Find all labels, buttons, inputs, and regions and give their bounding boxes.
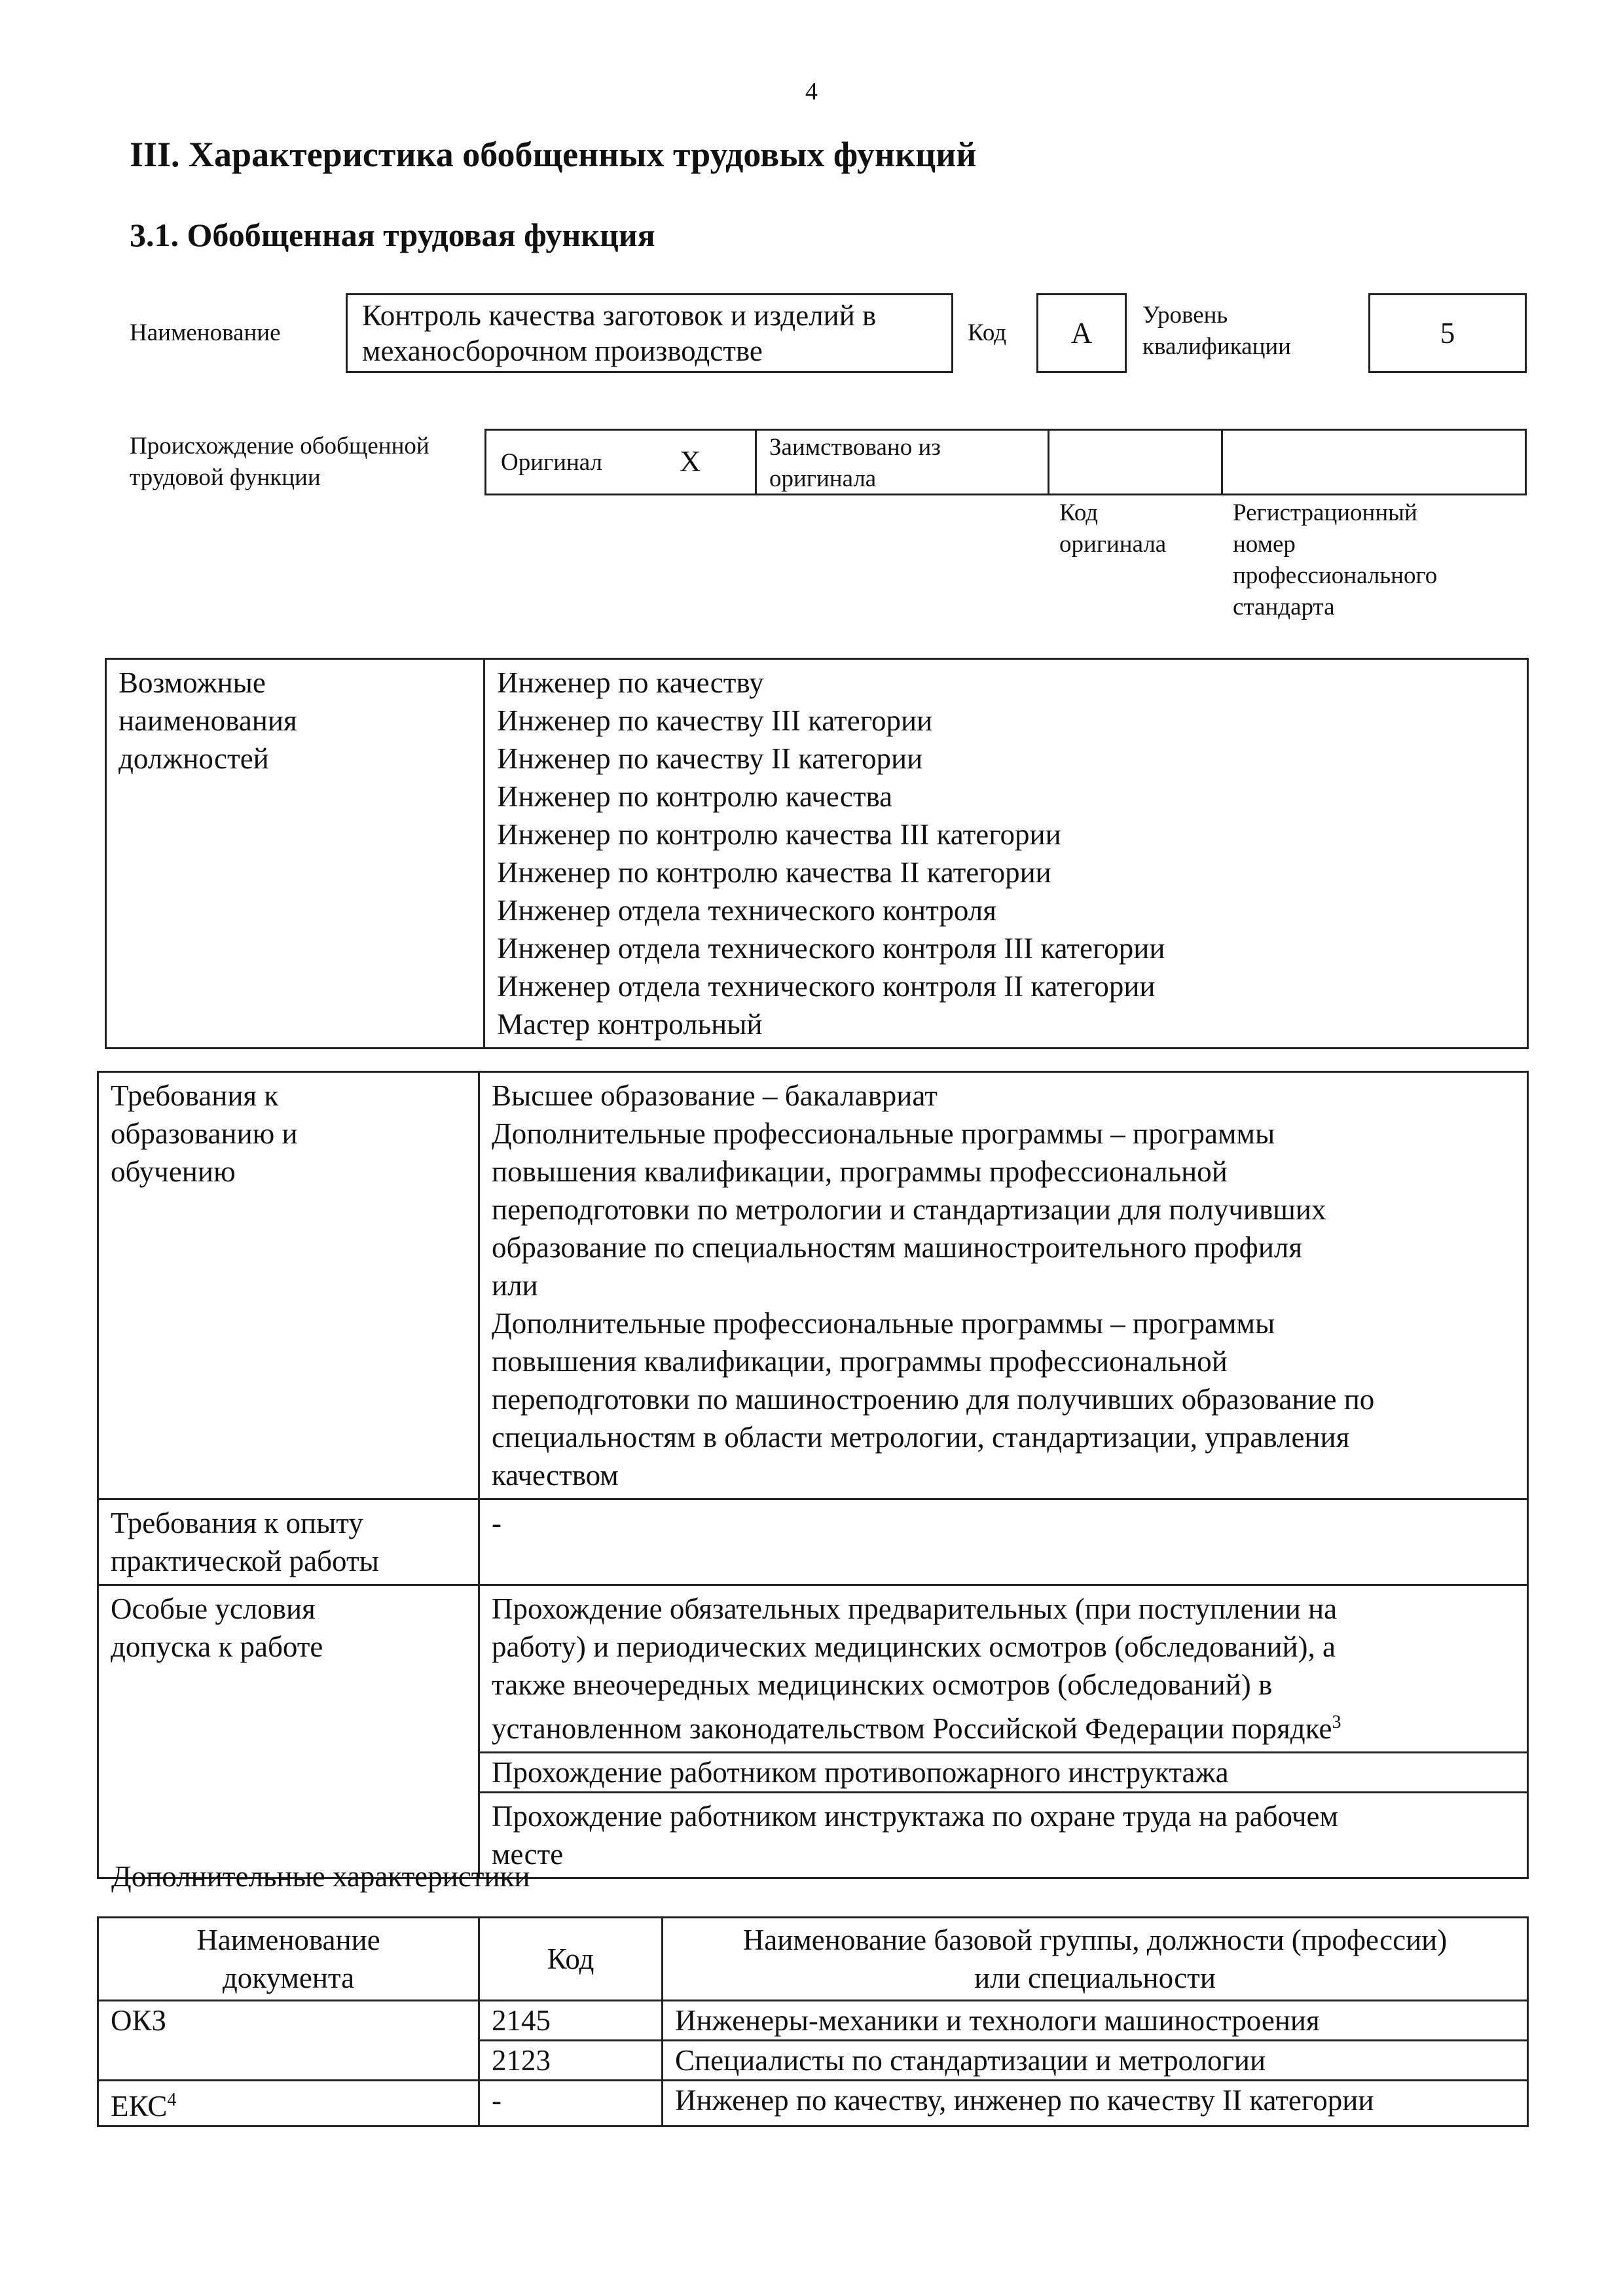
- section-title: III. Характеристика обобщенных трудовых функций: [130, 135, 977, 174]
- position-item: Инженер по контролю качества II категории: [497, 856, 1051, 889]
- experience-label-line: практической работы: [111, 1545, 379, 1577]
- experience-value: -: [479, 1499, 1528, 1585]
- row-doc-text: ЕКС: [111, 2090, 168, 2123]
- origin-label: [130, 431, 429, 493]
- header-name-line: или специальности: [974, 1962, 1216, 1994]
- position-item: Инженер отдела технического контроля III категории: [497, 932, 1165, 965]
- positions-list: [484, 659, 1528, 1049]
- code-value: А: [1070, 317, 1093, 350]
- row-name: Инженеры-механики и технологи машиностроения: [663, 2001, 1528, 2041]
- row-name: Специалисты по стандартизации и метрологии: [663, 2041, 1528, 2081]
- position-item: Инженер по качеству II категории: [497, 742, 923, 775]
- education-line: Высшее образование – бакалавриат: [492, 1079, 938, 1112]
- education-line: повышения квалификации, программы профессиональной: [492, 1345, 1228, 1378]
- positions-label: [106, 659, 484, 1049]
- education-line: переподготовки по метрологии и стандартизации для получивших: [492, 1193, 1326, 1226]
- header-name: [663, 1918, 1528, 2001]
- level-value-box: [1368, 293, 1527, 373]
- conditions-fire-safety: Прохождение работником противопожарного инструктажа: [479, 1753, 1528, 1793]
- education-line: переподготовки по машиностроению для получивших образование по: [492, 1383, 1375, 1416]
- reg-number-caption: [1233, 497, 1437, 623]
- function-name-line1: Контроль качества заготовок и изделий в: [362, 299, 877, 332]
- row-doc-okz: ОКЗ: [98, 2001, 479, 2081]
- conditions-line: работу) и периодических медицинских осмотров (обследований), а: [492, 1630, 1336, 1663]
- additional-title: Дополнительные характеристики: [111, 1860, 530, 1893]
- conditions-line: Прохождение работником инструктажа по охране труда на рабочем: [492, 1800, 1338, 1833]
- reg-caption-line1: Регистрационный: [1233, 499, 1417, 526]
- education-line: Дополнительные профессиональные программы – программы: [492, 1117, 1275, 1150]
- header-name-line: Наименование базовой группы, должности (профессии): [742, 1924, 1448, 1956]
- education-line: образование по специальностям машиностроительного профиля: [492, 1231, 1303, 1264]
- conditions-line: Прохождение обязательных предварительных (при поступлении на: [492, 1592, 1338, 1625]
- education-label-line: Требования к: [111, 1079, 279, 1112]
- code-caption-line2: оригинала: [1059, 531, 1167, 558]
- code-original-caption: [1059, 497, 1166, 560]
- conditions-line: также внеочередных медицинских осмотров (обследований) в: [492, 1668, 1273, 1701]
- reg-caption-line3: профессионального: [1233, 562, 1438, 589]
- conditions-labor-safety: [479, 1793, 1528, 1878]
- original-label: Оригинал: [501, 449, 603, 476]
- education-line: качеством: [492, 1459, 619, 1492]
- position-item: Инженер по качеству: [497, 666, 764, 699]
- conditions-line-text: установленном законодательством Российской Федерации порядке: [492, 1712, 1332, 1745]
- footnote-4: 4: [167, 2090, 177, 2110]
- row-code: 2123: [479, 2041, 663, 2081]
- header-code: Код: [479, 1918, 663, 2001]
- education-line: или: [492, 1269, 538, 1302]
- education-line: специальностям в области метрологии, стандартизации, управления: [492, 1421, 1350, 1454]
- conditions-line: [492, 1704, 1515, 1748]
- level-label-line1: Уровень: [1142, 302, 1228, 329]
- code-label: Код: [968, 319, 1007, 346]
- header-doc: [98, 1918, 479, 2001]
- reg-caption-line2: номер: [1233, 531, 1296, 558]
- name-label: Наименование: [130, 319, 281, 346]
- qualification-level-label: [1142, 300, 1291, 363]
- additional-table: [97, 1916, 1529, 2127]
- borrowed-label: [769, 432, 941, 495]
- conditions-label: [98, 1585, 479, 1878]
- page-number: 4: [805, 78, 818, 105]
- position-item: Инженер по контролю качества III категории: [497, 818, 1061, 851]
- row-code: -: [479, 2081, 663, 2126]
- subsection-title: 3.1. Обобщенная трудовая функция: [130, 217, 655, 253]
- position-item: Мастер контрольный: [497, 1008, 763, 1041]
- education-line: повышения квалификации, программы профессиональной: [492, 1155, 1228, 1188]
- experience-label-line: Требования к опыту: [111, 1507, 363, 1539]
- position-item: Инженер отдела технического контроля II категории: [497, 970, 1156, 1003]
- header-doc-line: Наименование: [196, 1924, 380, 1956]
- original-mark: X: [680, 445, 701, 478]
- reg-caption-line4: стандарта: [1233, 594, 1335, 620]
- level-label-line2: квалификации: [1142, 333, 1291, 360]
- education-label-line: обучению: [111, 1155, 236, 1188]
- level-value: 5: [1440, 317, 1455, 350]
- position-item: Инженер отдела технического контроля: [497, 894, 996, 927]
- conditions-medical: [479, 1585, 1528, 1753]
- borrowed-line1: Заимствовано из: [769, 434, 941, 461]
- origin-table: [484, 429, 1527, 495]
- footnote-3: 3: [1332, 1712, 1341, 1732]
- row-name: Инженер по качеству, инженер по качеству II категории: [663, 2081, 1528, 2126]
- function-name-box: [346, 293, 953, 373]
- requirements-table: [97, 1071, 1529, 1879]
- code-value-box: [1036, 293, 1127, 373]
- conditions-line: месте: [492, 1838, 564, 1871]
- row-code: 2145: [479, 2001, 663, 2041]
- education-label-line: образованию и: [111, 1117, 298, 1150]
- positions-table: [105, 658, 1529, 1049]
- origin-label-line1: Происхождение обобщенной: [130, 433, 429, 459]
- borrowed-line2: оригинала: [769, 465, 877, 492]
- row-doc-eks: [98, 2081, 479, 2126]
- code-caption-line1: Код: [1059, 499, 1099, 526]
- education-requirements: [479, 1072, 1528, 1499]
- education-label: [98, 1072, 479, 1499]
- header-doc-line: документа: [222, 1962, 355, 1994]
- conditions-label-line: Особые условия: [111, 1592, 316, 1625]
- conditions-label-line: допуска к работе: [111, 1630, 323, 1663]
- origin-label-line2: трудовой функции: [130, 464, 321, 491]
- experience-label: [98, 1499, 479, 1585]
- positions-label-line: Возможные: [119, 666, 266, 699]
- position-item: Инженер по качеству III категории: [497, 704, 933, 737]
- education-line: Дополнительные профессиональные программы – программы: [492, 1307, 1275, 1340]
- position-item: Инженер по контролю качества: [497, 780, 893, 813]
- positions-label-line: должностей: [119, 742, 269, 775]
- positions-label-line: наименования: [119, 704, 297, 737]
- function-name-line2: механосборочном производстве: [362, 334, 763, 367]
